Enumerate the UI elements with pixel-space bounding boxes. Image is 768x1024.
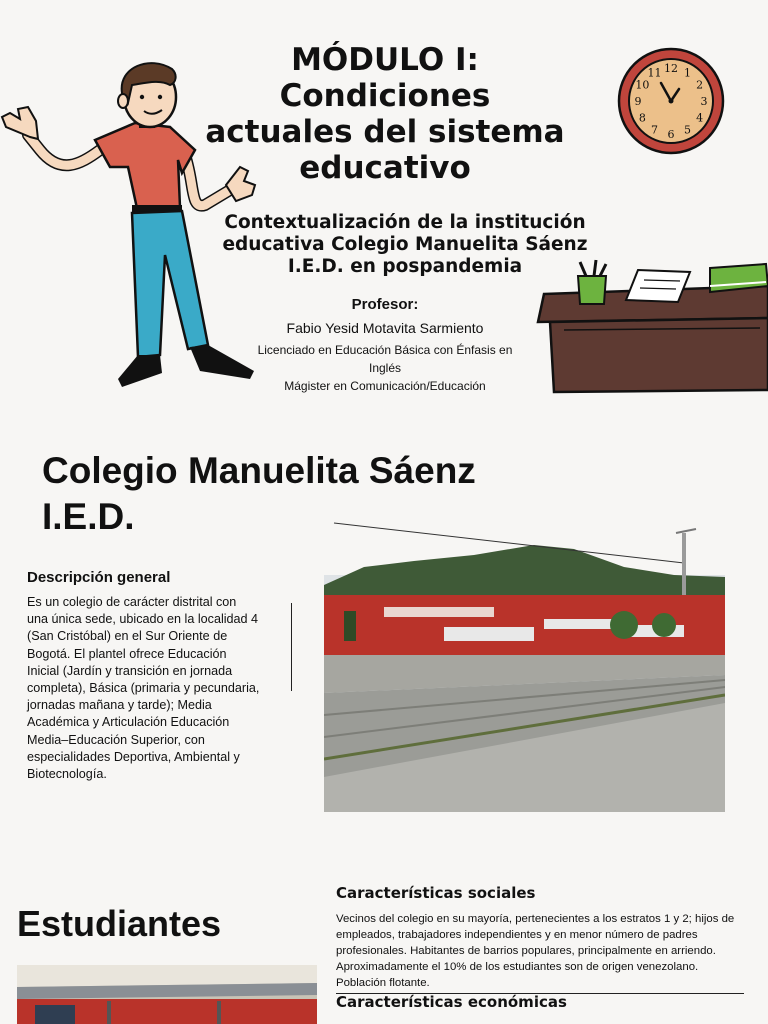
clock-numeral: 8 [638,111,646,125]
clock-numeral: 12 [664,62,678,75]
professor-name: Fabio Yesid Motavita Sarmiento [286,320,484,336]
social-text: Vecinos del colegio en su mayoría, pertenecientes a los estratos 1 y 2; hijos de empleados, trabajadores independientes y en menor número de padres profesionales. Habitantes de barrios populares, principalmente en arriendo. Aproximadamente el 10% de los estudiantes son de origen venezolano. Población flotante. [336,913,735,989]
title-line: educativo [299,150,471,186]
title-line: Condiciones [279,78,491,114]
social-heading: Características sociales [336,884,536,902]
subtitle-line: I.E.D. en pospandemia [287,256,523,277]
clock-illustration [615,45,727,157]
clock-numeral: 10 [635,78,650,92]
professor-label: Profesor: [351,296,419,313]
title-line: MÓDULO I: [291,42,479,78]
clock-numeral: 11 [647,66,662,80]
subtitle-line: Contextualización de la institución [224,212,586,233]
title-line: actuales del sistema [205,114,565,150]
credential-line: Inglés [368,361,402,375]
clock-numeral: 2 [696,78,704,92]
teacher-pants [132,211,208,357]
credential-line: Licenciado en Educación Básica con Énfasis en [257,343,513,357]
pen-cup [578,276,606,304]
credential-line: Mágister en Comunicación/Educación [284,379,486,393]
clock-numeral: 5 [684,123,691,137]
book-stack [710,264,768,292]
clock-numeral: 4 [696,111,704,125]
students-photo [17,965,317,1024]
clock-numeral: 3 [700,95,708,108]
teacher-left-shoe [118,355,162,387]
economic-heading: Características económicas [336,993,567,1011]
clock-numeral: 9 [634,95,642,108]
school-heading-line: I.E.D. [42,496,135,537]
teacher-left-hand [2,107,38,139]
clock-numeral: 7 [651,123,658,137]
clock-numeral: 1 [684,66,691,80]
description-text: Es un colegio de carácter distrital con una única sede, ubicado en la localidad 4 (San Cristóbal) en el Sur Oriente de Bogotá. El plantel ofrece Educación Inicial (Jardín y transición en jornada completa), Básica (primaria y pecundaria, jornadas mañana y tarde); Media Académica y Articulación Educación Media–Educación Superior, con especialidades Deportiva, Ambiental y Biotecnología. [27,595,260,782]
school-heading-line: Colegio Manuelita Sáenz [42,450,476,491]
module-title [180,42,590,186]
students-heading: Estudiantes [17,903,222,944]
subtitle-line: educativa Colegio Manuelita Sáenz [222,234,588,255]
school-photo [324,515,725,812]
desk-illustration [534,258,768,398]
divider-line [291,603,292,691]
paper-stack [626,270,690,302]
description-heading: Descripción general [27,569,171,586]
clock-numeral: 6 [667,128,675,141]
